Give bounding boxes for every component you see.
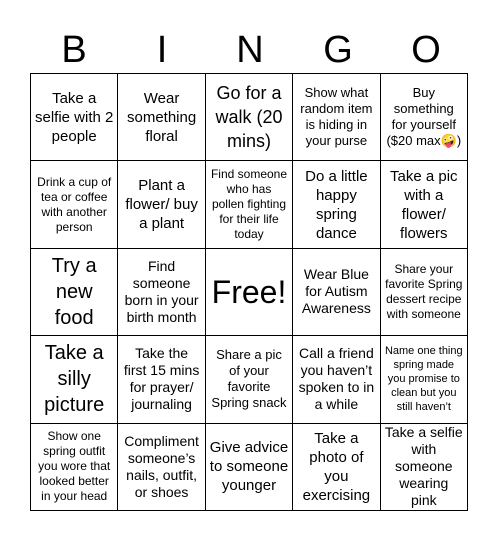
- cell-text: Show one spring outfit you wore that looked better in your head: [38, 429, 111, 504]
- cell-text: Take a selfie with someone wearing pink: [384, 424, 463, 509]
- cell-text: Find someone born in your birth month: [124, 257, 199, 325]
- cell-text: Share your favorite Spring dessert recipe with someone: [385, 261, 463, 321]
- bingo-cell[interactable]: [31, 249, 118, 336]
- bingo-cell[interactable]: [118, 74, 205, 161]
- cell-text: Take a silly picture: [44, 342, 105, 417]
- bingo-cell[interactable]: [31, 161, 118, 248]
- cell-text: Plant a flower/ buy a plant: [125, 177, 198, 233]
- cell-text: Share a pic of your favorite Spring snack: [211, 347, 287, 411]
- cell-text: Show what random item is hiding in your purse: [300, 85, 373, 149]
- header-letter-b: B: [61, 29, 87, 71]
- bingo-cell[interactable]: [118, 424, 205, 511]
- bingo-cell[interactable]: [118, 336, 205, 423]
- bingo-cell[interactable]: [381, 424, 468, 511]
- bingo-cell[interactable]: [293, 74, 380, 161]
- bingo-cell[interactable]: [206, 424, 293, 511]
- cell-text: Take the first 15 mins for prayer/ journaling: [123, 345, 200, 413]
- header-letter-g: G: [323, 29, 353, 71]
- cell-text: Go for a walk (20 mins): [215, 83, 283, 152]
- header-letter-n: N: [236, 29, 264, 71]
- bingo-cell[interactable]: [31, 424, 118, 511]
- bingo-cell[interactable]: [31, 74, 118, 161]
- bingo-cell[interactable]: [293, 336, 380, 423]
- cell-text: Give advice to someone younger: [209, 439, 289, 495]
- bingo-cell[interactable]: [381, 161, 468, 248]
- cell-text: Wear something floral: [126, 89, 197, 145]
- cell-text: Take a selfie with 2 people: [35, 89, 114, 145]
- cell-text: Compliment someone’s nails, outfit, or shoes: [124, 432, 199, 500]
- cell-text: Wear Blue for Autism Awareness: [301, 266, 371, 317]
- cell-text: Find someone who has pollen fighting for their life today: [210, 167, 288, 242]
- cell-text: Name one thing spring made you promise to clean but you still haven’t: [384, 345, 463, 414]
- bingo-cell[interactable]: [206, 336, 293, 423]
- bingo-cell[interactable]: [31, 336, 118, 423]
- cell-text: Buy something for yourself ($20 max🤪): [386, 85, 462, 149]
- bingo-header: [30, 26, 470, 74]
- bingo-cell[interactable]: [381, 336, 468, 423]
- cell-text: Do a little happy spring dance: [305, 167, 368, 242]
- cell-text: Take a photo of you exercising: [302, 429, 371, 504]
- cell-text: Call a friend you haven’t spoken to in a while: [298, 345, 375, 413]
- bingo-cell[interactable]: [293, 249, 380, 336]
- free-space-text: Free!: [211, 273, 287, 310]
- header-letter-o: O: [411, 29, 441, 71]
- bingo-cell[interactable]: [206, 74, 293, 161]
- bingo-cell[interactable]: [206, 161, 293, 248]
- header-letter-i: I: [156, 29, 168, 71]
- cell-text: Drink a cup of tea or coffee with another person: [37, 174, 112, 234]
- cell-text: Take a pic with a flower/ flowers: [390, 167, 458, 242]
- bingo-cell[interactable]: [381, 74, 468, 161]
- bingo-cell[interactable]: [118, 249, 205, 336]
- free-space-cell[interactable]: [206, 249, 293, 336]
- bingo-cell[interactable]: [381, 249, 468, 336]
- bingo-cell[interactable]: [118, 161, 205, 248]
- cell-text: Try a new food: [51, 254, 97, 329]
- bingo-cell[interactable]: [293, 161, 380, 248]
- bingo-grid: [30, 73, 468, 511]
- bingo-cell[interactable]: [293, 424, 380, 511]
